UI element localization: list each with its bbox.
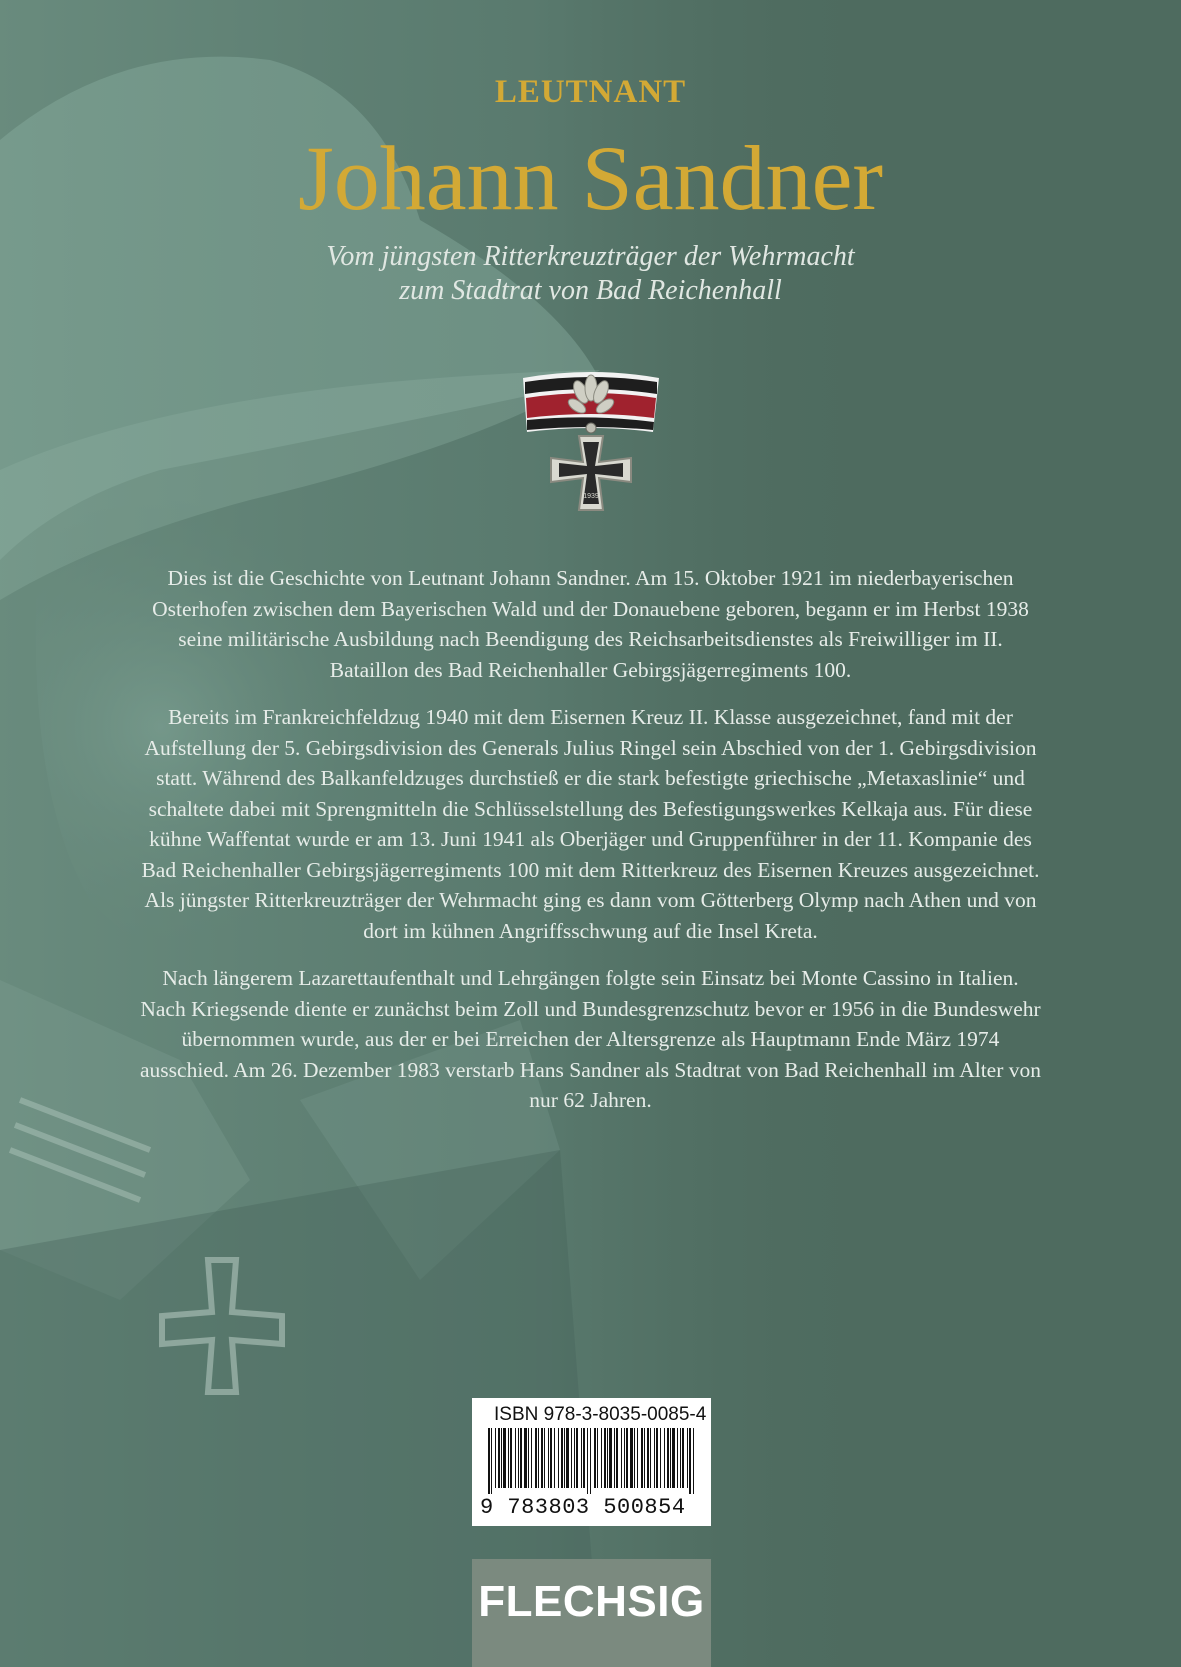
barcode-bar — [498, 1428, 500, 1488]
barcode-bar — [644, 1428, 645, 1488]
barcode-bar — [621, 1428, 622, 1488]
barcode-bar — [650, 1428, 651, 1488]
barcode-bar — [583, 1428, 585, 1488]
barcode-bar — [670, 1428, 671, 1488]
barcode-bar — [548, 1428, 549, 1488]
blurb-paragraph: Dies ist die Geschichte von Leutnant Johann Sandner. Am 15. Oktober 1921 im niederbayerischen Osterhofen zwischen dem Bayerischen Wald und der Donauebene geboren, begann er im Herbst 1938 seine militärische Ausbildung nach Beendigung des Reichsarbeitsdienstes als Freiwilliger im II. Bataillon des Bad Reichenhaller Gebirgsjägerregiments 100. — [152, 566, 1029, 682]
barcode-bar — [587, 1428, 588, 1494]
barcode-bar — [656, 1428, 658, 1488]
barcode-bar — [491, 1428, 492, 1494]
blurb-text — [140, 563, 1041, 1133]
barcode-bar — [594, 1428, 596, 1488]
barcode-bar — [672, 1428, 675, 1488]
barcode-bar — [554, 1428, 555, 1488]
book-title: Johann Sandner — [297, 127, 884, 229]
blurb-paragraph: Nach längerem Lazarettaufenthalt und Lehrgängen folgte sein Einsatz bei Monte Cassino in Italien. Nach Kriegsende diente er zunächst beim Zoll und Bundesgrenzschutz bevor er 1956 in die Bundeswehr übernommen wurde, aus der er bei Erreichen der Altersgrenze als Hauptmann Ende März 1974 ausschied. Am 26. Dezember 1983 verstarb Hans Sandner als Stadtrat von Bad Reichenhall im Alter von nur 62 Jahren. — [140, 966, 1041, 1112]
barcode-bar — [535, 1428, 537, 1488]
barcode-image — [484, 1428, 700, 1494]
barcode-bar — [566, 1428, 569, 1488]
barcode-bar — [654, 1428, 655, 1488]
barcode-bar — [531, 1428, 532, 1488]
subtitle-line: Vom jüngsten Ritterkreuzträger der Wehrmacht — [326, 241, 855, 272]
barcode-bar — [660, 1428, 661, 1488]
barcode-bar — [528, 1428, 529, 1488]
barcode-bar — [501, 1428, 502, 1488]
barcode-bar — [626, 1428, 628, 1488]
barcode-bar — [558, 1428, 559, 1488]
barcode-bar — [667, 1428, 669, 1488]
barcode-bar — [687, 1428, 688, 1488]
barcode-bar — [510, 1428, 512, 1488]
barcode-bar — [647, 1428, 649, 1488]
barcode-bar — [544, 1428, 545, 1488]
barcode-bar — [624, 1428, 625, 1488]
barcode-bar — [574, 1428, 575, 1488]
subtitle-line: zum Stadtrat von Bad Reichenhall — [399, 275, 782, 306]
barcode-bar — [495, 1428, 496, 1488]
rank-heading: LEUTNANT — [494, 74, 687, 110]
publisher-logo — [472, 1559, 711, 1667]
barcode-bar — [609, 1428, 612, 1488]
barcode-bar — [503, 1428, 506, 1488]
barcode-bar — [682, 1428, 684, 1488]
barcode-bar — [604, 1428, 606, 1488]
barcode-bar — [524, 1428, 527, 1488]
barcode-bar — [538, 1428, 539, 1488]
barcode-bar — [689, 1428, 691, 1494]
barcode-bar — [590, 1428, 591, 1494]
barcode-bar — [488, 1428, 490, 1494]
barcode-bar — [693, 1428, 694, 1494]
barcode-bar — [561, 1428, 563, 1488]
barcode-bar — [597, 1428, 598, 1488]
barcode-bar — [508, 1428, 509, 1488]
barcode-bar — [634, 1428, 635, 1488]
barcode-bar — [637, 1428, 638, 1488]
barcode-bar — [541, 1428, 543, 1488]
barcode-bar — [576, 1428, 578, 1488]
publisher-name: FLECHSIG — [478, 1577, 705, 1626]
barcode-bar — [550, 1428, 552, 1488]
barcode-bar — [616, 1428, 618, 1488]
barcode-bar — [677, 1428, 678, 1488]
isbn-label: ISBN 978-3-8035-0085-4 — [494, 1404, 707, 1425]
barcode-bar — [581, 1428, 582, 1488]
barcode-bar — [571, 1428, 572, 1488]
barcode-bar — [564, 1428, 565, 1488]
medal-year-label: 1939 — [583, 493, 599, 500]
barcode-bar — [518, 1428, 519, 1488]
barcode-bar — [520, 1428, 522, 1488]
barcode-bar — [614, 1428, 615, 1488]
barcode-bar — [664, 1428, 665, 1488]
barcode-bar — [630, 1428, 633, 1488]
barcode-bar — [680, 1428, 681, 1488]
book-subtitle — [0, 240, 1181, 308]
barcode-bar — [641, 1428, 643, 1488]
barcode-bar — [515, 1428, 516, 1488]
barcode-bar — [607, 1428, 608, 1488]
knights-cross-medal-image — [523, 370, 659, 518]
ean-digits: 9 783803 500854 — [480, 1495, 686, 1520]
blurb-paragraph: Bereits im Frankreichfeldzug 1940 mit dem Eisernen Kreuz II. Klasse ausgezeichnet, fand mit der Aufstellung der 5. Gebirgsdivision des Generals Julius Ringel sein Abschied von der 1. Gebirgsdivision statt. Während des Balkanfeldzuges durchstieß er die stark befestigte griechische „Metaxaslinie“ und schaltete dabei mit Sprengmitteln die Schlüsselstellung des Befestigungswerkes Kelkaja aus. Für diese kühne Waffentat wurde er am 13. Juni 1941 als Oberjäger und Gruppenführer in der 11. Kompanie des Bad Reichenhaller Gebirgsjägerregiments 100 mit dem Ritterkreuz des Eisernen Kreuzes ausgezeichnet. Als jüngster Ritterkreuzträger der Wehrmacht ging es dann vom Götterberg Olymp nach Athen und von dort im kühnen Angriffsschwung auf die Insel Kreta. — [141, 705, 1040, 943]
barcode-bar — [601, 1428, 602, 1488]
isbn-barcode-box — [472, 1398, 711, 1526]
